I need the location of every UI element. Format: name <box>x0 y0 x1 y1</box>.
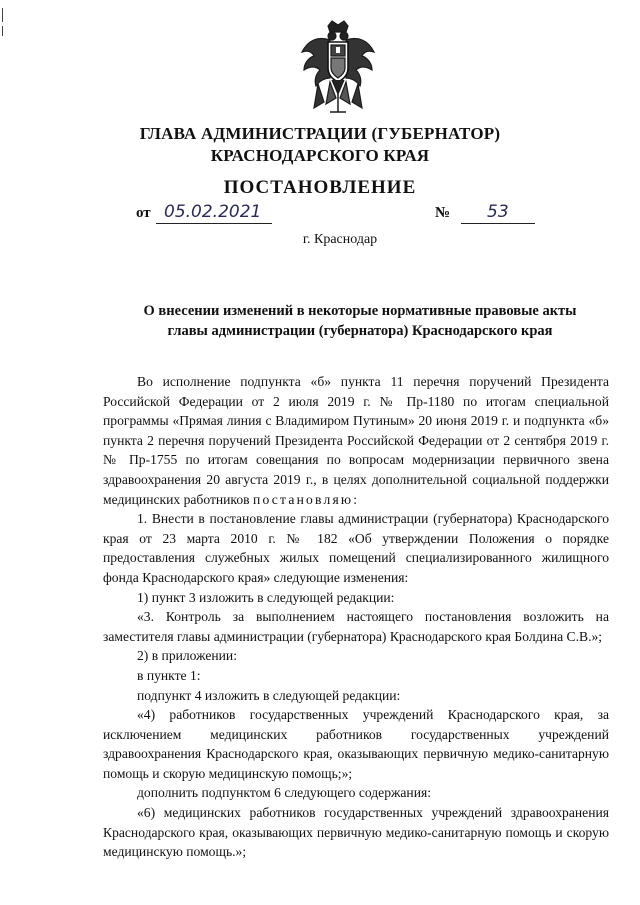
coat-of-arms-icon <box>296 18 380 118</box>
body-paragraph <box>103 372 609 509</box>
margin-mark <box>2 26 3 36</box>
document-number: 53 <box>461 202 535 224</box>
authority-title-line1: ГЛАВА АДМИНИСТРАЦИИ (ГУБЕРНАТОР) <box>139 124 501 143</box>
document-subject <box>100 301 620 341</box>
document-body <box>103 372 609 862</box>
body-paragraph: 1) пункт 3 изложить в следующей редакции: <box>137 589 395 605</box>
city-label: г. Краснодар <box>302 232 378 247</box>
body-paragraph: дополнить подпунктом 6 следующего содержания: <box>137 785 432 801</box>
number-prefix-label: № <box>435 205 451 221</box>
body-paragraph: «6) медицинских работников государственных учреждений здравоохранения Краснодарского края, оказывающих первичную медико-санитарную помощь и скорую медицинскую помощь.»; <box>103 805 609 860</box>
body-paragraph: 1. Внести в постановление главы администрации (губернатора) Краснодарского края от 23 марта 2010 г. № 182 «Об утверждении Положения о порядке предоставления служебных жилых помещений специализированного жилищного фонда Краснодарского края» следующие изменения: <box>103 511 609 585</box>
body-paragraph: 2) в приложении: <box>137 648 237 664</box>
body-paragraph: «4) работников государственных учреждений Краснодарского края, за исключением медицинских работников государственных учреждений здравоохранения Краснодарского края, оказывающих первичную медико-санитарную помощь и скорую медицинскую помощь;»; <box>103 707 609 781</box>
margin-mark <box>2 8 3 22</box>
subject-line2: главы администрации (губернатора) Краснодарского края <box>167 323 553 339</box>
date-prefix-label: от <box>136 205 151 221</box>
body-paragraph-text: Во исполнение подпункта «б» пункта 11 перечня поручений Президента Российской Федерации от 2 июля 2019 г. № Пр-1180 по итогам специальной программы «Прямая линия с Владимиром Путиным» 20 июня 2019 г. и подпункта «б» пункта 2 перечня поручений Президента Российской Федерации от 2 сентября 2019 г. № Пр-1755 по итогам совещания по вопросам модернизации первичного звена здравоохранения 20 августа 2019 г., в целях дополнительной социальной поддержки медицинских работников <box>103 374 609 507</box>
authority-title-line2: КРАСНОДАРСКОГО КРАЯ <box>210 146 430 165</box>
document-date: 05.02.2021 <box>156 202 272 224</box>
body-paragraph: в пункте 1: <box>137 667 201 683</box>
subject-line1: О внесении изменений в некоторые нормативные правовые акты <box>143 303 577 319</box>
document-type-title: ПОСТАНОВЛЕНИЕ <box>223 177 417 198</box>
body-paragraph: «3. Контроль за выполнением настоящего постановления возложить на заместителя главы администрации (губернатора) Краснодарского края Болдина С.В.»; <box>103 609 609 644</box>
resolution-word: постановляю: <box>252 491 360 507</box>
body-paragraph: подпункт 4 изложить в следующей редакции: <box>137 687 401 703</box>
